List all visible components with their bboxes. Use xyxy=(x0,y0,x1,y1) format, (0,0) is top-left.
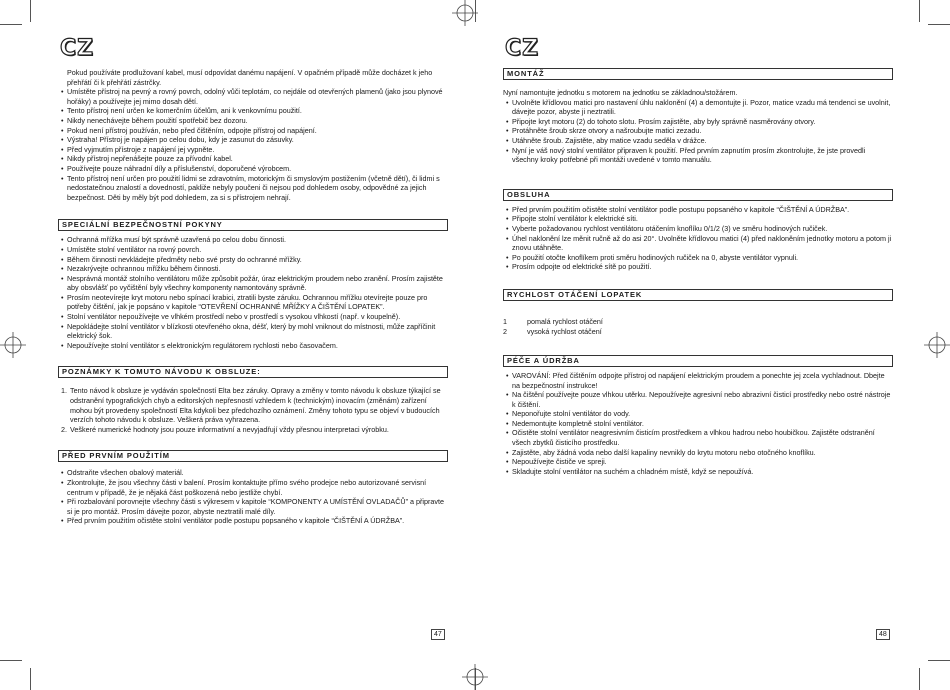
left-page xyxy=(58,30,448,526)
list-item: • Prosím odpojte od elektrické sítě po použití. xyxy=(503,262,893,272)
list-item: • Nepokládejte stolní ventilátor v blízkosti otevřeného okna, déšť, který by mohl vniknout do místnosti, může zapříčinit elektrický šok. xyxy=(58,322,448,341)
language-heading: CZ xyxy=(60,36,95,61)
section-title-assembly: MONTÁŽ xyxy=(503,68,893,80)
intro-bullet-list xyxy=(58,68,448,202)
list-item: • Pokud není přístroj používán, nebo před čištěním, odpojte přístroj od napájení. xyxy=(58,126,448,136)
item-number: 2. xyxy=(61,424,67,434)
speed-label: vysoká rychlost otáčení xyxy=(527,326,602,336)
list-item: • Výstraha! Přístroj je napájen po celou dobu, kdy je zasunut do zásuvky. xyxy=(58,135,448,145)
operation-bullet-list xyxy=(503,205,893,272)
list-item: Pokud používáte prodlužovaní kabel, musí odpovídat danému napájení. V opačném případě může docházet k jeho přehřátí či k přehřátí zástrčky. xyxy=(67,68,433,87)
safety-bullet-list xyxy=(58,235,448,350)
list-item: • Umístěte stolní ventilátor na rovný povrch. xyxy=(58,245,448,255)
section-title-operation: OBSLUHA xyxy=(503,189,893,201)
section-title-notes: POZNÁMKY K TOMUTO NÁVODU K OBSLUZE: xyxy=(58,366,448,378)
speed-key: 1 xyxy=(503,316,507,326)
section-title-safety: SPECIÁLNÍ BEZPEČNOSTNÍ POKYNY xyxy=(58,219,448,231)
list-item: • Utáhněte šroub. Zajistěte, aby matice vzadu seděla v drážce. xyxy=(503,136,893,146)
page-number-right: 48 xyxy=(876,629,890,640)
list-item: • Nesprávná montáž stolního ventilátoru může způsobit požár, úraz elektrickým proudem nebo zranění. Prosím zajistěte aby obsvlášť po vyčištění byly všechny komponenty namontovány správně. xyxy=(58,274,448,293)
list-item: • Zkontrolujte, že jsou všechny části v balení. Prosím kontaktujte přímo svého prodejce nebo autorizované servisní centrum v případě, že je nějaká část poškozená nebo jestliže chybí. xyxy=(58,478,448,497)
list-item: • VAROVÁNÍ: Před čištěním odpojte přístroj od napájení elektrickým proudem a ponechte jej zcela vychladnout. Dbejte na bezpečnostní instrukce! xyxy=(503,371,893,390)
list-item: • Nedemontujte kompletně stolní ventilátor. xyxy=(503,419,893,429)
list-item: • Úhel naklonění lze měnit ručně až do asi 20°. Uvolněte křídlovou matici (4) před nakloněním jednotky motoru a potom ji znovu utáhněte. xyxy=(503,234,893,253)
speed-key: 2 xyxy=(503,326,507,336)
list-item: • Tento přístroj není určen pro použití lidmi se zdravotním, motorickým či smyslovým postižením (včetně dětí), či lidmi s nedostatečnou znalostí a dovedností, pakliže nebyly poučeni či nejsou pod dohledem osoby, odpovědné za jejich bezpečnost. Děti by měly být pod dohledem, za si s přístrojem nehrají. xyxy=(58,174,448,203)
list-item: • Očistěte stolní ventilátor neagresivním čisticím prostředkem a vlhkou hadrou nebo houbičkou. Zajistěte odstranění všech zbytků čisticího prostředku. xyxy=(503,428,893,447)
list-item: • Před prvním použitím očistěte stolní ventilátor podle postupu popsaného v kapitole “ČIŠTĚNÍ A ÚDRŽBA”. xyxy=(503,205,893,215)
page-number-left: 47 xyxy=(431,629,445,640)
list-item: • Používejte pouze náhradní díly a příslušenství, doporučené výrobcem. xyxy=(58,164,448,174)
speed-row xyxy=(503,327,893,337)
list-item: • Nepoužívejte čističe ve spreji. xyxy=(503,457,893,467)
list-item: • Nikdy přístroj nepřenášejte pouze za přívodní kabel. xyxy=(58,154,448,164)
list-item: • Během činnosti nevkládejte předměty nebo své prsty do ochranné mřížky. xyxy=(58,255,448,265)
registration-mark-right-icon xyxy=(924,332,950,358)
list-item: • Při rozbalování porovnejte všechny části s výkresem v kapitole “KOMPONENTY A UMÍSTĚNÍ OVLADAČŮ” a připravte si je pro montáž. Prosím dávejte pozor, abyste neztratili malé díly. xyxy=(58,497,448,516)
list-item: • Tento přístroj není určen ke komerčním účelům, ani k venkovnímu použití. xyxy=(58,106,448,116)
care-bullet-list xyxy=(503,371,893,477)
registration-mark-top-icon xyxy=(452,0,478,26)
speed-table xyxy=(503,317,893,337)
section-title-speed: RYCHLOST OTÁČENÍ LOPATEK xyxy=(503,289,893,301)
list-item: • Nikdy nenechávejte během použití spotřebič bez dozoru. xyxy=(58,116,448,126)
list-item: • Nepoužívejte stolní ventilátor s elektronickým regulátorem rychlosti nebo časovačem. xyxy=(58,341,448,351)
list-item: • Uvolněte křídlovou matici pro nastavení úhlu naklonění (4) a demontujte ji. Pozor, matice vzadu má tendenci se uvolnit, dávejte pozor, abyste ji neztratili. xyxy=(503,98,893,117)
list-item: • Stolní ventilátor nepoužívejte ve vlhkém prostředí nebo v prostředí s vysokou vlhkostí (např. v koupelně). xyxy=(58,312,448,322)
list-item: • Připojte stolní ventilátor k elektrické síti. xyxy=(503,214,893,224)
speed-label: pomalá rychlost otáčení xyxy=(527,316,603,326)
list-item: • Prosím neotevírejte kryt motoru nebo spínací krabici, ztratili byste záruku. Ochrannou mřížku otevírejte pouze pro potřeby čištění, jak je popsáno v kapitole “OTEVŘENÍ OCHRANNÉ MŘÍŽKY A ČIŠTĚNÍ LOPATEK”. xyxy=(58,293,448,312)
list-item: • Nyní je váš nový stolní ventilátor připraven k použití. Před prvním zapnutím prosím zkontrolujte, že jste provedli všechny kroky potřebné při montáži uvedené v tomto manuálu. xyxy=(503,146,893,165)
registration-mark-left-icon xyxy=(0,332,26,358)
list-item: • Připojte kryt motoru (2) do tohoto slotu. Prosím zajistěte, aby byly správně nasměrovány otvory. xyxy=(503,117,893,127)
item-text: Tento návod k obsluze je vydáván společností Elta bez záruky. Opravy a změny v tomto návodu k obsluze týkající se odstranění typografických chyb a editorských nepřesností vzhledem k (technickým) inovacím (změnám) zařízení mohou být provedeny společností Elta kdykoli bez předchozího oznámení. Změny tohoto typu se objeví v budoucích verzích tohoto návodu k obsluze. Veškerá práva vyhrazena. xyxy=(70,386,441,425)
language-heading: CZ xyxy=(505,36,540,61)
numbered-item xyxy=(58,386,448,424)
list-item: • Zajistěte, aby žádná voda nebo další kapaliny nevnikly do krytu motoru nebo otočného knoflíku. xyxy=(503,448,893,458)
item-number: 1. xyxy=(61,386,67,396)
registration-mark-bottom-icon xyxy=(462,664,488,690)
list-item: • Neponořujte stolní ventilátor do vody. xyxy=(503,409,893,419)
list-item: • Protáhněte šroub skrze otvory a našroubujte matici zezadu. xyxy=(503,126,893,136)
list-item: • Vyberte požadovanou rychlost ventilátoru otáčením knoflíku 0/1/2 (3) ve směru hodinových ručiček. xyxy=(503,224,893,234)
list-item: • Nezakrývejte ochrannou mřížku během činnosti. xyxy=(58,264,448,274)
list-item: • Umístěte přístroj na pevný a rovný povrch, odolný vůči teplotám, co nejdále od otevřených plamenů (jako jsou plynové hořáky) a používejte jej mimo dosah dětí. xyxy=(58,87,448,106)
notes-list xyxy=(58,386,448,434)
assembly-bullet-list xyxy=(503,98,893,165)
section-title-care: PÉČE A ÚDRŽBA xyxy=(503,355,893,367)
speed-row xyxy=(503,317,893,327)
numbered-item xyxy=(58,425,448,435)
list-item: • Skladujte stolní ventilátor na suchém a chladném místě, když se nepoužívá. xyxy=(503,467,893,477)
list-item: • Po použití otočte knoflíkem proti směru hodinových ručiček na 0, abyste ventilátor vypnuli. xyxy=(503,253,893,263)
right-page xyxy=(503,30,893,476)
list-item: • Před vyjmutím přístroje z napájení jej vypněte. xyxy=(58,145,448,155)
list-item: • Na čištění používejte pouze vlhkou utěrku. Nepoužívejte agresivní nebo abrazivní čisticí prostředky nebo ostré nástroje k čištění. xyxy=(503,390,893,409)
assembly-intro: Nyní namontujte jednotku s motorem na jednotku se základnou/stožárem. xyxy=(503,88,738,97)
first-use-bullet-list xyxy=(58,468,448,526)
list-item: • Před prvním použitím očistěte stolní ventilátor podle postupu popsaného v kapitole “ČIŠTĚNÍ A ÚDRŽBA”. xyxy=(58,516,448,526)
section-title-first-use: PŘED PRVNÍM POUŽITÍM xyxy=(58,450,448,462)
item-text: Veškeré numerické hodnoty jsou pouze informativní a nevyjadřují vždy přesnou interpretaci výrobku. xyxy=(70,424,389,434)
list-item: • Odstraňte všechen obalový materiál. xyxy=(58,468,448,478)
list-item: • Ochranná mřížka musí být správně uzavřená po celou dobu činnosti. xyxy=(58,235,448,245)
